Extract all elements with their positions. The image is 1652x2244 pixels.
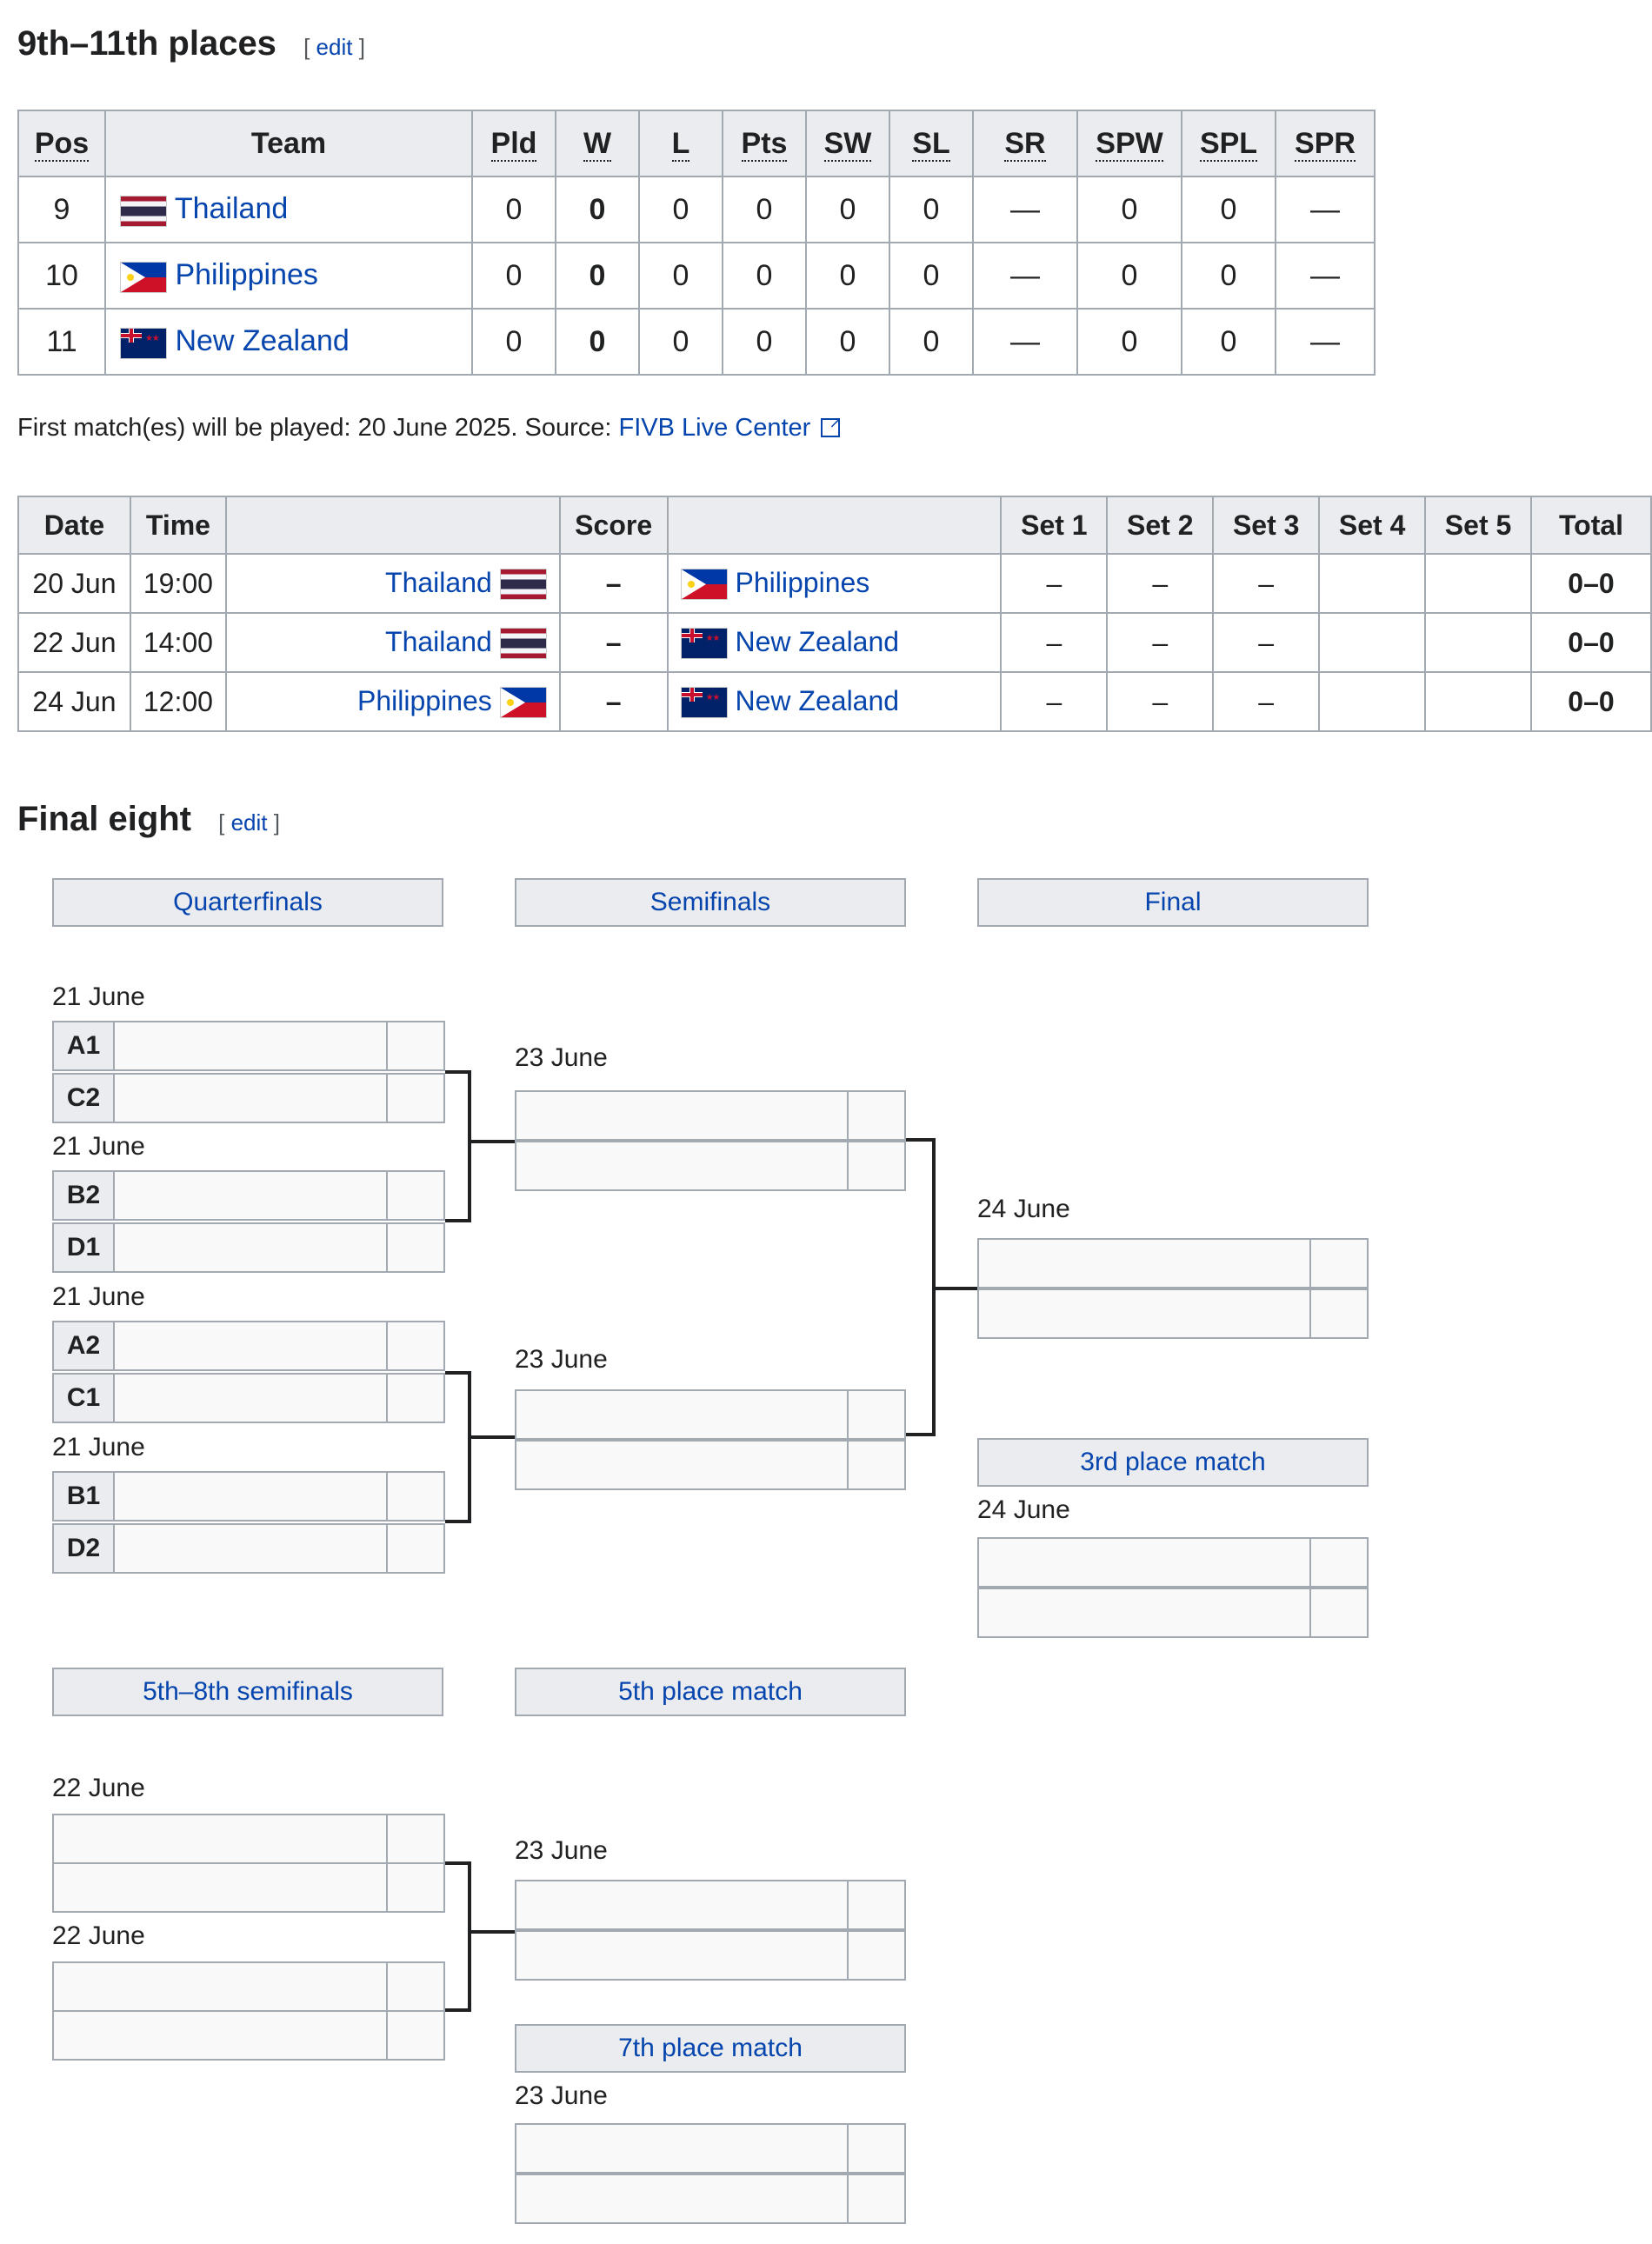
external-link-icon: ↗ [821,418,840,437]
edit-link[interactable]: edit [316,34,353,60]
match-date: 23 June [515,2081,608,2110]
col-w: W [556,110,639,176]
third-place-link[interactable]: 3rd place match [1080,1448,1266,1476]
team-slot [515,1141,849,1191]
round-header-semifinals [515,878,906,927]
score-slot [386,1961,445,2012]
standings-note: First match(es) will be played: 20 June 2025. Source: FIVB Live Center ↗ [17,414,843,442]
team-slot [52,1862,388,1913]
team-slot [52,1961,388,2012]
match-date: 23 June [515,1043,608,1072]
final-link[interactable]: Final [1144,888,1202,916]
team-slot [113,1222,388,1273]
team-slot [515,1090,849,1141]
standings-table [17,110,1376,376]
col-pts: Pts [723,110,806,176]
col-sw: SW [806,110,889,176]
home-team-link[interactable]: Philippines [357,684,492,716]
col-time: Time [130,496,226,554]
col-sr: SR [973,110,1077,176]
team-link-philippines[interactable]: Philippines [175,258,318,292]
edit-link[interactable]: edit [230,809,268,836]
round-header-5th-8th-semifinals [52,1668,443,1716]
team-link-new-zealand[interactable]: New Zealand [175,324,350,358]
away-team-link[interactable]: New Zealand [735,684,900,716]
team-slot [113,1471,388,1522]
bracket-connector [468,1435,515,1439]
match-date: 21 June [52,1132,145,1161]
team-slot [515,1389,849,1440]
away-team-link[interactable]: Philippines [735,566,870,598]
score-slot [847,1930,906,1981]
col-pld: Pld [472,110,556,176]
score-slot [386,1814,445,1864]
team-slot [977,1238,1311,1288]
new-zealand-flag-icon [681,687,728,718]
philippines-flag-icon [120,262,167,293]
bracket-connector [468,1861,471,2012]
seed-label: D2 [52,1523,115,1574]
seed-label: C1 [52,1373,115,1423]
score-slot [386,1170,445,1221]
team-cell [105,243,472,309]
match-date: 24 June [977,1495,1070,1524]
col-spr: SPR [1276,110,1375,176]
round-header-third-place [977,1438,1369,1487]
team-slot [515,1440,849,1490]
bracket-connector [468,1070,471,1222]
score-slot [847,2174,906,2224]
col-team: Team [105,110,472,176]
round-header-quarterfinals [52,878,443,927]
team-slot [515,1880,849,1930]
fivb-live-center-link[interactable]: FIVB Live Center [618,414,811,442]
team-slot [977,1537,1311,1588]
seventh-place-link[interactable]: 7th place match [618,2034,803,2062]
match-date: 21 June [52,1433,145,1462]
match-date: 22 June [52,1774,145,1802]
edit-section-link: [ edit ] [218,809,280,836]
away-team-link[interactable]: New Zealand [735,625,900,657]
score-slot [386,1523,445,1574]
score-slot [386,1222,445,1273]
table-row: 20 Jun 19:00 Thailand – Philippines – – – 0–0 [18,554,1651,613]
col-home [226,496,560,554]
team-slot [977,1288,1311,1339]
col-sl: SL [889,110,973,176]
col-set4: Set 4 [1319,496,1425,554]
col-set1: Set 1 [1001,496,1107,554]
table-row: 11 ★ ★ New Zealand 0 0 0 0 0 0 — 0 0 — [18,309,1375,375]
home-team-link[interactable]: Thailand [385,625,492,657]
thailand-flag-icon [500,628,547,659]
score-slot [386,1862,445,1913]
philippines-flag-icon [681,569,728,600]
score-slot [386,1073,445,1123]
score-slot [386,1321,445,1371]
col-set2: Set 2 [1107,496,1213,554]
team-slot [113,1170,388,1221]
team-slot [113,1373,388,1423]
round-header-7th-place [515,2024,906,2073]
col-l: L [639,110,723,176]
team-slot [113,1321,388,1371]
score-slot [1309,1288,1369,1339]
col-away [668,496,1002,554]
team-slot [515,2174,849,2224]
score-slot [847,1880,906,1930]
col-spw: SPW [1077,110,1182,176]
match-date: 22 June [52,1921,145,1950]
team-cell [105,176,472,243]
team-slot [113,1523,388,1574]
seed-label: A1 [52,1021,115,1071]
score-slot [386,1373,445,1423]
match-date: 21 June [52,1282,145,1311]
match-date: 23 June [515,1836,608,1865]
seed-label: B2 [52,1170,115,1221]
section-title-final-eight [17,800,280,839]
seed-label: C2 [52,1073,115,1123]
section-title-9th-11th [17,24,365,63]
col-total: Total [1531,496,1651,554]
bracket-connector [932,1287,977,1290]
fifth-place-link[interactable]: 5th place match [618,1677,803,1706]
bracket-connector [468,1371,471,1523]
team-slot [977,1588,1311,1638]
round-header-final [977,878,1369,927]
col-score: Score [560,496,668,554]
new-zealand-flag-icon [120,328,167,359]
col-pos: Pos [18,110,105,176]
table-row: 9 Thailand 0 0 0 0 0 0 — 0 0 — [18,176,1375,243]
thailand-flag-icon [500,569,547,600]
match-date: 21 June [52,982,145,1011]
team-slot [113,1021,388,1071]
pos-cell: 9 [18,176,105,243]
score-slot [386,1021,445,1071]
score-slot [847,1090,906,1141]
score-slot [1309,1537,1369,1588]
match-date: 24 June [977,1195,1070,1223]
score-slot [386,1471,445,1522]
col-set5: Set 5 [1425,496,1531,554]
semifinals-link[interactable]: Semifinals [649,888,771,916]
bracket-connector [468,1140,515,1143]
table-row: 22 Jun 14:00 Thailand – ★ ★ New Zealand – – – 0–0 [18,613,1651,672]
philippines-flag-icon [500,687,547,718]
score-slot [847,2123,906,2174]
seed-label: D1 [52,1222,115,1273]
team-slot [515,2123,849,2174]
home-team-link[interactable]: Thailand [385,566,492,598]
edit-section-link: [ edit ] [303,34,365,60]
seed-label: B1 [52,1471,115,1522]
round-header-5th-place [515,1668,906,1716]
col-set3: Set 3 [1213,496,1319,554]
thailand-flag-icon [120,196,167,227]
bracket-connector [468,1930,515,1934]
table-row: 10 Philippines 0 0 0 0 0 0 — 0 0 — [18,243,1375,309]
new-zealand-flag-icon [681,628,728,659]
pos-cell: 10 [18,243,105,309]
quarterfinals-link[interactable]: Quarterfinals [173,888,323,916]
section-title-text: Final eight [17,800,191,838]
pos-cell: 11 [18,309,105,375]
team-slot [52,1814,388,1864]
team-slot [113,1073,388,1123]
team-slot [52,2010,388,2061]
matches-table [17,496,1652,732]
col-date: Date [18,496,130,554]
bracket-connector [906,1433,936,1436]
col-spl: SPL [1182,110,1276,176]
seed-label: A2 [52,1321,115,1371]
team-cell [105,309,472,375]
score-slot [847,1141,906,1191]
score-slot [847,1389,906,1440]
fifth-eighth-semifinals-link[interactable]: 5th–8th semifinals [143,1677,353,1706]
score-slot [1309,1588,1369,1638]
score-slot [386,2010,445,2061]
table-row: 24 Jun 12:00 Philippines – ★ ★ New Zealand – – – 0–0 [18,672,1651,731]
bracket-connector [906,1138,936,1142]
score-slot [847,1440,906,1490]
team-link-thailand[interactable]: Thailand [174,192,289,226]
section-title-text: 9th–11th places [17,24,276,63]
score-slot [1309,1238,1369,1288]
match-date: 23 June [515,1345,608,1374]
team-slot [515,1930,849,1981]
